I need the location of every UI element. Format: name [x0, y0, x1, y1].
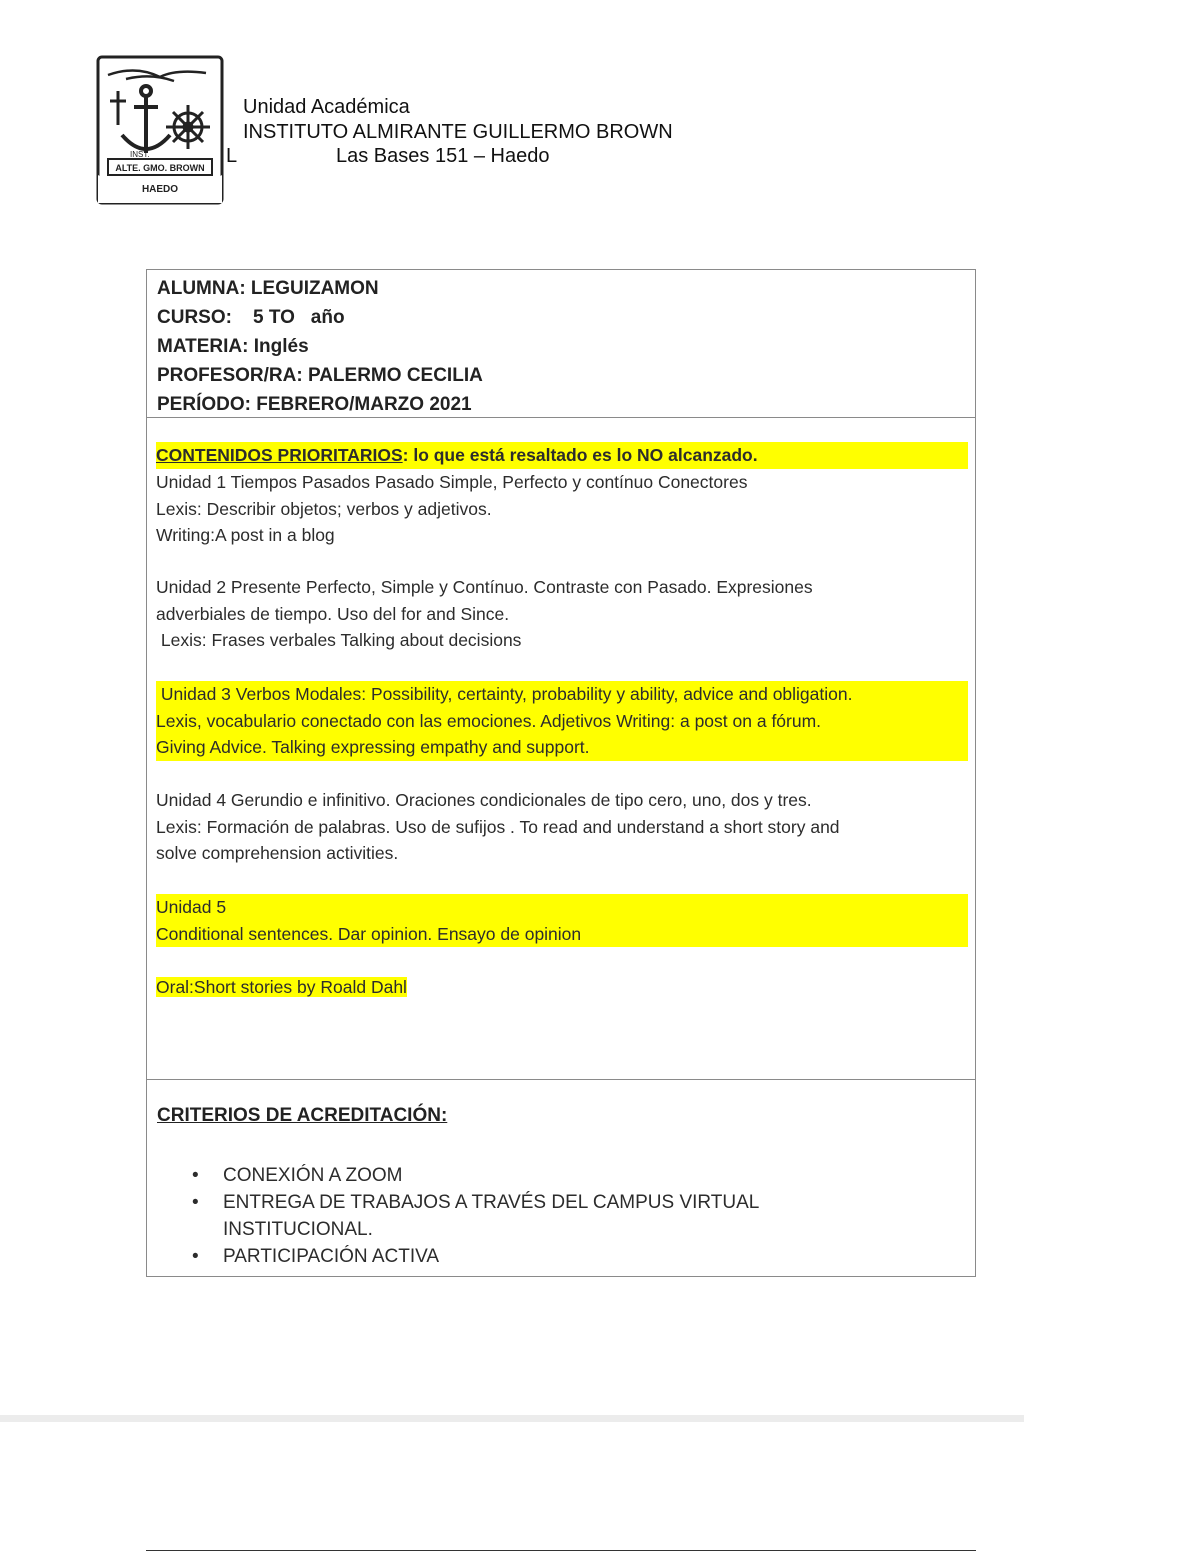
unidad-2-line: Lexis: Frases verbales Talking about decisions — [156, 630, 522, 650]
crest-inst-text: INST. — [130, 150, 150, 159]
criterio-item — [192, 1243, 759, 1270]
unidad-4-line: Unidad 4 Gerundio e infinitivo. Oraciones condicionales de tipo cero, uno, dos y tres. — [156, 790, 812, 810]
contenidos-heading — [156, 442, 968, 469]
unidad-4-line: Lexis: Formación de palabras. Uso de sufijos . To read and understand a short story and — [156, 816, 840, 837]
unidad-1-line: Writing:A post in a blog — [156, 525, 335, 545]
criterio-item — [192, 1189, 759, 1216]
unidad-3-highlighted — [156, 681, 968, 761]
info-alumna: ALUMNA: LEGUIZAMON — [157, 278, 379, 299]
unidad-5-highlighted — [156, 894, 968, 947]
unidad-2 — [156, 574, 968, 654]
criterio-text: INSTITUCIONAL. — [223, 1219, 373, 1240]
oral-line — [156, 974, 968, 1001]
info-curso: CURSO: 5 TO año — [157, 307, 345, 328]
institution-header — [243, 95, 673, 145]
footer-rule — [146, 1550, 976, 1551]
info-profesor: PROFESOR/RA: PALERMO CECILIA — [157, 365, 483, 386]
info-materia: MATERIA: Inglés — [157, 336, 309, 357]
school-crest-logo — [96, 55, 224, 209]
bullet-icon: • — [192, 1192, 199, 1213]
crest-name-text: ALTE. GMO. BROWN — [115, 163, 205, 173]
criterios-cell — [147, 1080, 975, 1276]
unidad-5-line: Unidad 5 — [156, 897, 227, 917]
unidad-5-line: Conditional sentences. Dar opinion. Ensayo de opinion — [156, 923, 582, 944]
criterio-text: ENTREGA DE TRABAJOS A TRAVÉS DEL CAMPUS VIRTUAL — [223, 1192, 760, 1213]
unidad-2-line: Unidad 2 Presente Perfecto, Simple y Contínuo. Contraste con Pasado. Expresiones — [156, 577, 813, 597]
unidad-3-line: Giving Advice. Talking expressing empathy and support. — [156, 737, 590, 757]
oral-text: Oral:Short stories by Roald Dahl — [156, 977, 407, 997]
info-periodo: PERÍODO: FEBRERO/MARZO 2021 — [157, 394, 472, 415]
unidad-3-line: Lexis, vocabulario conectado con las emociones. Adjetivos Writing: a post on a fórum. — [156, 710, 822, 731]
unidad-3-line: Unidad 3 Verbos Modales: Possibility, certainty, probability y ability, advice and obligation. — [156, 684, 853, 704]
criterio-item-continuation — [192, 1216, 759, 1243]
student-info-cell — [147, 270, 975, 418]
criterio-item — [192, 1162, 759, 1189]
contenidos-title: CONTENIDOS PRIORITARIOS — [156, 445, 403, 465]
unidad-1 — [156, 469, 968, 549]
criterio-text: PARTICIPACIÓN ACTIVA — [223, 1246, 440, 1267]
header-unidad: Unidad Académica — [243, 96, 410, 118]
criterios-title: CRITERIOS DE ACREDITACIÓN — [157, 1105, 441, 1126]
unidad-1-line: Unidad 1 Tiempos Pasados Pasado Simple, Perfecto y contínuo Conectores — [156, 472, 748, 492]
header-stray-letter: L — [226, 145, 238, 167]
criterios-heading — [157, 1105, 447, 1127]
bullet-icon: • — [192, 1246, 199, 1267]
header-address: Las Bases 151 – Haedo — [336, 145, 550, 167]
header-institute-name: INSTITUTO ALMIRANTE GUILLERMO BROWN — [243, 121, 673, 143]
page-separator — [0, 1415, 1024, 1422]
unidad-1-line: Lexis: Describir objetos; verbos y adjetivos. — [156, 498, 492, 519]
unidad-2-line: adverbiales de tiempo. Uso del for and Since. — [156, 603, 510, 624]
unidad-4-line: solve comprehension activities. — [156, 843, 399, 863]
crest-city-text: HAEDO — [141, 184, 179, 195]
contenidos-cell — [147, 418, 975, 1080]
criterio-text: CONEXIÓN A ZOOM — [223, 1165, 403, 1186]
criterios-list — [192, 1162, 759, 1270]
bullet-icon: • — [192, 1165, 199, 1186]
unidad-4 — [156, 787, 968, 867]
course-table — [146, 269, 976, 1277]
contenidos-subtitle: : lo que está resaltado es lo NO alcanzado. — [402, 445, 758, 465]
criterios-colon: : — [440, 1105, 448, 1126]
